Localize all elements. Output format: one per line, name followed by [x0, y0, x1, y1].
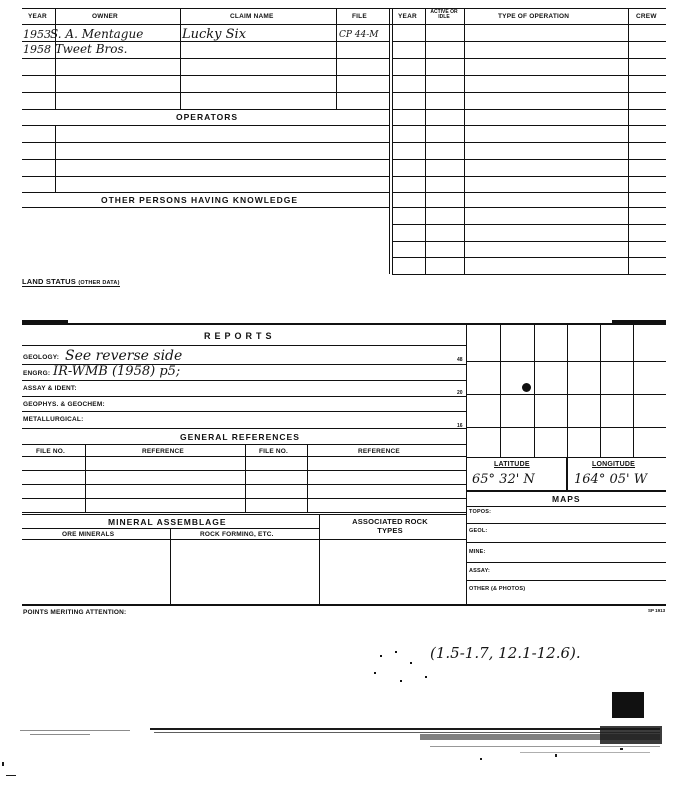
- points-meriting-label: POINTS MERITING ATTENTION:: [23, 609, 127, 616]
- report-num-metallurgical: 16: [457, 423, 463, 429]
- reports-title: REPORTS: [204, 331, 276, 341]
- report-label-geophys: GEOPHYS. & GEOCHEM:: [23, 401, 105, 408]
- report-num-geology: 48: [457, 357, 463, 363]
- knowledge-label: OTHER PERSONS HAVING KNOWLEDGE: [101, 195, 299, 205]
- longitude-value: 164° 05' W: [574, 472, 648, 487]
- header-claim-name: CLAIM NAME: [230, 13, 274, 20]
- header-owner: OWNER: [92, 13, 118, 20]
- header-active-idle: ACTIVE OR IDLE: [430, 9, 458, 20]
- owner-row-1-file: CP 44-M: [339, 30, 379, 40]
- associated-rock-types: ASSOCIATED ROCK TYPES: [352, 517, 428, 535]
- mineral-assemblage-title: MINERAL ASSEMBLAGE: [108, 517, 227, 527]
- longitude-label: LONGITUDE: [592, 461, 636, 468]
- latitude-label: LATITUDE: [494, 461, 530, 468]
- gr-header-file-no-1: FILE NO.: [36, 448, 66, 455]
- header-year: YEAR: [28, 13, 47, 20]
- header-file: FILE: [352, 13, 367, 20]
- owner-row-1-year: 1953: [23, 28, 51, 41]
- maps-row-topos: TOPOS:: [469, 509, 492, 515]
- latitude-value: 65° 32' N: [472, 472, 535, 487]
- report-label-assay: ASSAY & IDENT:: [23, 385, 77, 392]
- land-status-text: LAND STATUS: [22, 277, 77, 286]
- report-value-geology: See reverse side: [65, 348, 183, 364]
- scan-noise-band: [0, 718, 678, 778]
- land-status-sub: (OTHER DATA): [78, 280, 120, 286]
- location-marker-icon: [522, 383, 531, 392]
- form-number: SP 1913: [648, 608, 666, 613]
- maps-title: MAPS: [552, 494, 581, 504]
- gr-header-reference-1: REFERENCE: [142, 448, 184, 455]
- operators-label: OPERATORS: [176, 112, 239, 122]
- owner-row-2-year: 1958: [23, 43, 51, 56]
- owner-row-2-owner: Tweet Bros.: [55, 42, 128, 56]
- header-op-year: YEAR: [398, 13, 417, 20]
- maps-row-mine: MINE:: [469, 549, 486, 555]
- report-label-metallurgical: METALLURGICAL:: [23, 416, 84, 423]
- owner-row-1-owner: S. A. Mentague: [50, 27, 144, 41]
- report-label-engrg: ENGRG:: [23, 370, 51, 377]
- rock-forming-header: ROCK FORMING, ETC.: [200, 531, 274, 538]
- header-crew: CREW: [636, 13, 657, 20]
- black-registration-block: [612, 692, 644, 718]
- maps-row-assay: ASSAY:: [469, 568, 491, 574]
- maps-row-other: OTHER (& PHOTOS): [469, 586, 526, 592]
- gr-header-reference-2: REFERENCE: [358, 448, 400, 455]
- report-label-geology: GEOLOGY:: [23, 354, 60, 361]
- maps-row-geol: GEOL:: [469, 528, 488, 534]
- gr-header-file-no-2: FILE NO.: [259, 448, 289, 455]
- owner-row-1-claim: Lucky Six: [182, 27, 247, 42]
- ore-minerals-header: ORE MINERALS: [62, 531, 115, 538]
- general-references-title: GENERAL REFERENCES: [180, 432, 300, 442]
- report-value-engrg: IR-WMB (1958) p5;: [53, 364, 181, 379]
- header-type-operation: TYPE OF OPERATION: [498, 13, 570, 20]
- land-status-label: [22, 277, 120, 287]
- handwritten-note: (1.5-1.7, 12.1-12.6).: [430, 644, 581, 662]
- report-num-assay: 20: [457, 390, 463, 396]
